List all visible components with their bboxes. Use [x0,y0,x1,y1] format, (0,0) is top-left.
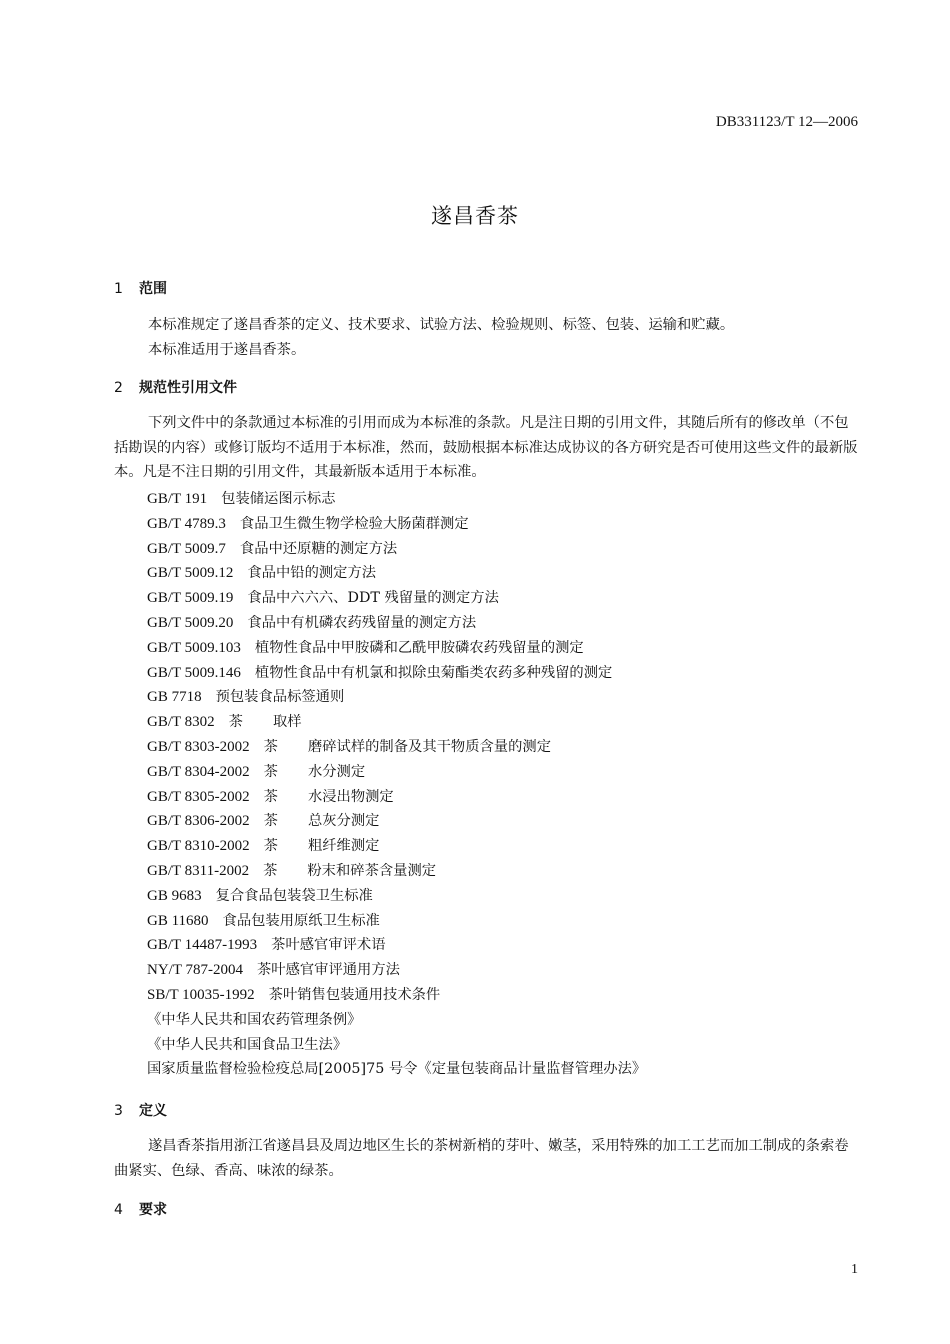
reference-item [147,983,646,1008]
reference-title: 复合食品包装袋卫生标准 [215,887,373,904]
section-3-heading [114,1100,167,1120]
reference-title: 预包装食品标签通则 [215,689,345,706]
reference-code: GB 7718 [147,689,202,706]
reference-category: 茶 [263,738,278,755]
reference-item [147,760,646,785]
reference-code: GB/T 8306-2002 [147,813,250,830]
reference-code: GB/T 5009.12 [147,565,234,582]
reference-title: 植物性食品中甲胺磷和乙酰甲胺磷农药残留量的测定 [254,639,584,656]
definition-paragraph: 遂昌香茶指用浙江省遂昌县及周边地区生长的茶树新梢的芽叶、嫩茎，采用特殊的加工工艺而加工制成的条索卷曲紧实、色绿、香高、味浓的绿茶。 [114,1138,849,1179]
reference-item [147,785,646,810]
reference-category: 茶 [263,813,278,830]
reference-item [147,611,646,636]
section-4-heading [114,1199,167,1219]
reference-title: 包装储运图示标志 [221,491,336,507]
reference-title: 《中华人民共和国农药管理条例》 [147,1011,362,1028]
reference-item [147,1033,646,1058]
reference-code: GB/T 5009.103 [147,639,241,656]
reference-item [147,487,646,512]
reference-item [147,586,646,611]
reference-item [147,834,646,859]
reference-item [147,958,646,983]
reference-title: 食品包装用原纸卫生标准 [222,912,380,929]
reference-title: 水分测定 [307,763,366,780]
reference-code: GB 11680 [147,912,209,929]
reference-item [147,933,646,958]
reference-code: GB/T 4789.3 [147,515,226,532]
reference-title: 茶叶感官审评通用方法 [256,962,400,979]
section-title: 要求 [139,1202,167,1218]
document-title: 遂昌香茶 [431,204,519,228]
reference-category: 茶 [263,788,278,805]
document-code: DB331123/T 12—2006 [715,114,858,130]
reference-item [147,710,646,735]
reference-category: 茶 [263,862,278,879]
reference-item [147,1008,646,1033]
reference-title: 茶叶销售包装通用技术条件 [268,986,441,1003]
reference-item [147,859,646,884]
reference-code: GB/T 8302 [147,714,215,731]
reference-item [147,661,646,686]
reference-title: 食品中六六六、DDT 残留量的测定方法 [247,590,499,607]
section-number: 4 [114,1202,123,1218]
reference-title: 粉末和碎茶含量测定 [307,862,437,879]
reference-code: SB/T 10035-1992 [147,986,255,1003]
reference-category: 茶 [263,838,278,855]
scope-paragraph-1: 本标准规定了遂昌香茶的定义、技术要求、试验方法、检验规则、标签、包装、运输和贮藏。 [148,317,735,333]
reference-title: 食品中还原糖的测定方法 [239,540,398,557]
reference-code: GB/T 8310-2002 [147,838,250,855]
references-intro-paragraph: 下列文件中的条款通过本标准的引用而成为本标准的条款。凡是注日期的引用文件，其随后所有的修改单（不包括勘误的内容）或修订版均不适用于本标准，然而，鼓励根据本标准达成协议的各方研究是否可使用这些文件的最新版本。凡是不注日期的引用文件，其最新版本适用于本标准。 [114,415,858,480]
reference-item [147,735,646,760]
reference-title: 食品中铅的测定方法 [247,565,377,582]
reference-code: NY/T 787-2004 [147,962,243,979]
section-number: 3 [114,1103,123,1119]
section-title: 范围 [139,281,167,297]
reference-item [147,512,646,537]
section-title: 定义 [139,1103,167,1119]
section-number: 1 [114,281,123,297]
reference-title: 茶叶感官审评术语 [271,937,386,954]
reference-code: GB/T 5009.19 [147,590,234,607]
reference-item [147,537,646,562]
reference-item [147,1057,646,1082]
reference-title: 食品中有机磷农药残留量的测定方法 [247,614,477,631]
reference-code: GB/T 8305-2002 [147,788,250,805]
reference-item [147,884,646,909]
reference-title: 取样 [272,714,302,731]
section-number: 2 [114,380,123,396]
section-1-heading [114,278,167,298]
reference-code: GB/T 8304-2002 [147,763,250,780]
reference-code: GB/T 191 [147,491,208,507]
section-2-heading [114,377,237,397]
section-title: 规范性引用文件 [139,380,237,396]
reference-code: GB 9683 [147,887,202,904]
reference-item [147,636,646,661]
reference-code: GB/T 8311-2002 [147,862,250,879]
reference-item [147,909,646,934]
reference-title: 磨碎试样的制备及其干物质含量的测定 [307,738,551,755]
reference-title: 植物性食品中有机氯和拟除虫菊酯类农药多种残留的测定 [254,664,613,681]
reference-item [147,809,646,834]
reference-item [147,561,646,586]
reference-code: GB/T 14487-1993 [147,937,258,954]
reference-title: 食品卫生微生物学检验大肠菌群测定 [239,515,469,532]
reference-title: 国家质量监督检验检疫总局[2005]75 号令《定量包装商品计量监督管理办法》 [147,1061,647,1078]
reference-title: 《中华人民共和国食品卫生法》 [147,1036,348,1053]
reference-code: GB/T 5009.7 [147,540,226,557]
page-number: 1 [851,1262,858,1277]
reference-title: 总灰分测定 [307,813,380,830]
reference-category: 茶 [228,714,243,731]
reference-item [147,685,646,710]
reference-code: GB/T 8303-2002 [147,738,250,755]
reference-code: GB/T 5009.146 [147,664,241,681]
reference-title: 水浸出物测定 [307,788,394,805]
reference-title: 粗纤维测定 [307,838,380,855]
scope-paragraph-2: 本标准适用于遂昌香茶。 [148,342,306,358]
reference-code: GB/T 5009.20 [147,614,234,631]
reference-category: 茶 [263,763,278,780]
reference-list [147,487,646,1082]
